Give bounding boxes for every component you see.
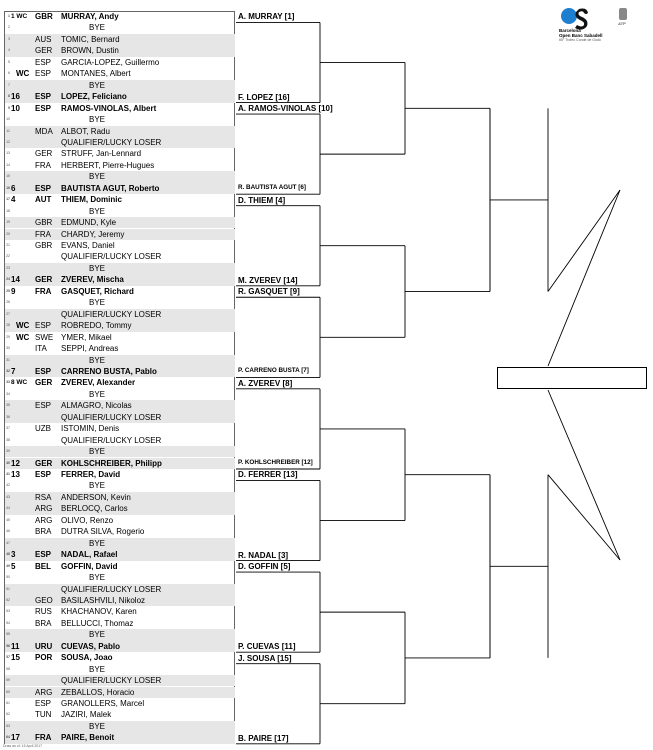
final-winner-box bbox=[497, 367, 647, 389]
draw-line-number: 7 bbox=[8, 82, 10, 87]
draw-line-number: 15 bbox=[6, 174, 10, 179]
country-code: MDA bbox=[35, 126, 53, 136]
second-round-winner: A. RAMOS-VINOLAS [10] bbox=[238, 104, 333, 114]
country-code: ARG bbox=[35, 504, 53, 514]
second-round-winner: P. CUEVAS [11] bbox=[238, 642, 296, 652]
country-code: AUS bbox=[35, 34, 52, 44]
second-round-winner: P. CARRENO BUSTA [7] bbox=[238, 367, 309, 375]
player-name: BASILASHVILI, Nikoloz bbox=[61, 595, 146, 605]
player-name: BELLUCCI, Thomaz bbox=[61, 618, 134, 628]
player-name: BERLOCQ, Carlos bbox=[61, 504, 128, 514]
draw-line-number: 53 bbox=[6, 609, 10, 614]
final-connector bbox=[548, 475, 620, 560]
draw-line-number: 10 bbox=[6, 117, 10, 122]
country-code: ESP bbox=[35, 401, 52, 411]
player-name: BYE bbox=[89, 447, 106, 457]
second-round-winner: D. FERRER [13] bbox=[238, 470, 298, 480]
country-code: FRA bbox=[35, 733, 52, 743]
draw-line-number: 38 bbox=[6, 437, 10, 442]
country-code: AUT bbox=[35, 195, 52, 205]
player-name: GASQUET, Richard bbox=[61, 286, 134, 296]
draw-line-number: 17 bbox=[6, 197, 10, 202]
player-name: DUTRA SILVA, Rogerio bbox=[61, 527, 145, 537]
draw-line-number: 57 bbox=[6, 655, 10, 660]
draw-line-number: 24 bbox=[6, 277, 10, 282]
country-code: ARG bbox=[35, 515, 53, 525]
draw-line-number: 43 bbox=[6, 494, 10, 499]
draw-line-number: 64 bbox=[6, 735, 10, 740]
country-code: GER bbox=[35, 149, 53, 159]
player-name: EDMUND, Kyle bbox=[61, 218, 117, 228]
country-code: GER bbox=[35, 458, 53, 468]
player-name: OLIVO, Renzo bbox=[61, 515, 114, 525]
draw-line-number: 35 bbox=[6, 403, 10, 408]
tournament-name-1: Barcelona bbox=[559, 28, 581, 33]
player-name: MONTANES, Albert bbox=[61, 69, 131, 79]
draw-line-number: 45 bbox=[6, 517, 10, 522]
seed-label: 4 bbox=[11, 195, 16, 205]
seed-label: 10 bbox=[11, 103, 20, 113]
country-code: RSA bbox=[35, 492, 52, 502]
draw-line-number: 42 bbox=[6, 483, 10, 488]
player-name: ZEBALLOS, Horacio bbox=[61, 687, 135, 697]
tournament-logo bbox=[559, 6, 629, 42]
draw-line-number: 11 bbox=[6, 128, 10, 133]
player-name: QUALIFIER/LUCKY LOSER bbox=[61, 412, 162, 422]
draw-line-number: 44 bbox=[6, 506, 10, 511]
draw-line-number: 59 bbox=[6, 678, 10, 683]
country-code: ARG bbox=[35, 687, 53, 697]
player-name: QUALIFIER/LUCKY LOSER bbox=[61, 435, 162, 445]
draw-line-number: 33 bbox=[6, 380, 10, 385]
player-name: ZVEREV, Alexander bbox=[61, 378, 136, 388]
country-code: POR bbox=[35, 653, 53, 663]
player-name: LOPEZ, Feliciano bbox=[61, 92, 127, 102]
country-code: TUN bbox=[35, 710, 52, 720]
second-round-winner: A. MURRAY [1] bbox=[238, 12, 295, 22]
second-round-winner: D. THIEM [4] bbox=[238, 195, 286, 205]
player-name: BYE bbox=[89, 538, 106, 548]
country-code: FRA bbox=[35, 229, 51, 239]
player-name: ALBOT, Radu bbox=[61, 126, 110, 136]
seed-label: 5 bbox=[11, 561, 16, 571]
player-name: PAIRE, Benoit bbox=[61, 733, 115, 743]
seed-label: 17 bbox=[11, 733, 20, 743]
draw-line-number: 41 bbox=[6, 472, 10, 476]
draw-line-number: 30 bbox=[6, 346, 10, 351]
seed-label: 3 bbox=[11, 550, 16, 560]
draw-line-number: 20 bbox=[6, 231, 10, 236]
country-code: ESP bbox=[35, 366, 52, 376]
player-name: ZVEREV, Mischa bbox=[61, 275, 124, 285]
seed-label: WC bbox=[16, 321, 30, 331]
draw-line-number: 55 bbox=[6, 632, 10, 637]
draw-line-number: 39 bbox=[6, 449, 10, 454]
player-name: ISTOMIN, Denis bbox=[61, 424, 120, 434]
player-name: NADAL, Rafael bbox=[61, 550, 118, 560]
player-name: ALMAGRO, Nicolas bbox=[61, 401, 132, 411]
player-name: KOHLSCHREIBER, Philipp bbox=[61, 458, 162, 468]
draw-line-number: 60 bbox=[6, 689, 10, 694]
player-name: BYE bbox=[89, 298, 106, 308]
country-code: ESP bbox=[35, 69, 52, 79]
player-name: BYE bbox=[89, 206, 106, 216]
player-name: FERRER, David bbox=[61, 470, 121, 479]
draw-line-number: 32 bbox=[6, 368, 10, 373]
second-round-winner: D. GOFFIN [5] bbox=[238, 562, 291, 572]
player-name: SOUSA, Joao bbox=[61, 653, 113, 663]
country-code: ESP bbox=[35, 57, 52, 67]
player-name: BYE bbox=[89, 573, 106, 583]
player-name: CHARDY, Jeremy bbox=[61, 229, 125, 239]
draw-line-number: 2 bbox=[8, 25, 10, 30]
country-code: GER bbox=[35, 275, 53, 285]
draw-line-number: 31 bbox=[6, 357, 10, 362]
draw-line-number: 8 bbox=[8, 94, 10, 99]
player-name: BYE bbox=[89, 355, 106, 365]
atp-icon bbox=[619, 8, 627, 20]
country-code: UZB bbox=[35, 424, 51, 434]
player-name: BYE bbox=[89, 664, 106, 674]
final-connector bbox=[548, 190, 620, 292]
draw-line-number: 16 bbox=[6, 185, 10, 190]
draw-line-number: 5 bbox=[8, 59, 10, 64]
player-name: ANDERSON, Kevin bbox=[61, 492, 131, 502]
second-round-winner: P. KOHLSCHREIBER [12] bbox=[238, 459, 313, 466]
player-name: SEPPI, Andreas bbox=[61, 344, 119, 354]
seed-label: 6 bbox=[11, 183, 16, 193]
second-round-winner: R. NADAL [3] bbox=[238, 550, 289, 560]
player-name: QUALIFIER/LUCKY LOSER bbox=[61, 309, 162, 319]
draw-line-number: 37 bbox=[6, 426, 10, 431]
player-name: BYE bbox=[89, 80, 106, 90]
seed-label: 1 WC bbox=[11, 13, 28, 20]
draw-line-number: 29 bbox=[6, 334, 10, 339]
country-code: ITA bbox=[35, 344, 47, 354]
player-name: BYE bbox=[89, 721, 106, 731]
second-round-winner: R. BAUTISTA AGUT [6] bbox=[238, 184, 306, 192]
seed-label: 7 bbox=[11, 366, 16, 376]
draw-line-number: 54 bbox=[6, 620, 10, 625]
country-code: RUS bbox=[35, 607, 52, 617]
tournament-name-3: 65° Trofeo Conde de Godó bbox=[559, 38, 601, 42]
country-code: FRA bbox=[35, 160, 51, 170]
player-name: YMER, Mikael bbox=[61, 332, 112, 342]
final-connector bbox=[548, 390, 620, 560]
player-name: BYE bbox=[89, 263, 106, 273]
player-name: EVANS, Daniel bbox=[61, 241, 115, 250]
player-name: CUEVAS, Pablo bbox=[61, 641, 120, 651]
draw-line-number: 49 bbox=[6, 563, 10, 568]
atp-label: ATP bbox=[618, 21, 626, 26]
player-name: TOMIC, Bernard bbox=[61, 34, 120, 44]
footer-note: Draw as of: 15 April 2017 bbox=[3, 744, 43, 748]
second-round-winner: B. PAIRE [17] bbox=[238, 733, 289, 743]
country-code: GBR bbox=[35, 218, 53, 228]
second-round-winner: R. GASQUET [9] bbox=[238, 287, 300, 297]
country-code: BRA bbox=[35, 527, 52, 537]
player-name: RAMOS-VINOLAS, Albert bbox=[61, 103, 157, 113]
player-name: GRANOLLERS, Marcel bbox=[61, 699, 145, 708]
draw-line-number: 19 bbox=[6, 220, 10, 225]
draw-line-number: 4 bbox=[8, 48, 10, 53]
country-code: ESP bbox=[35, 550, 52, 560]
country-code: ESP bbox=[35, 699, 52, 708]
draw-line-number: 14 bbox=[6, 162, 10, 167]
country-code: GBR bbox=[35, 12, 53, 21]
draw-line-number: 13 bbox=[6, 151, 10, 156]
player-name: BYE bbox=[89, 115, 106, 125]
draw-line-number: 26 bbox=[6, 300, 10, 305]
player-name: KHACHANOV, Karen bbox=[61, 607, 137, 617]
country-code: GEO bbox=[35, 595, 53, 605]
draw-line-number: 34 bbox=[6, 391, 10, 396]
draw-line-number: 9 bbox=[8, 105, 10, 110]
draw-line-number: 22 bbox=[6, 254, 10, 259]
seed-label: 12 bbox=[11, 458, 20, 468]
draw-line-number: 52 bbox=[6, 597, 10, 602]
player-name: QUALIFIER/LUCKY LOSER bbox=[61, 584, 162, 594]
country-code: ESP bbox=[35, 321, 52, 331]
second-round-winner: F. LOPEZ [16] bbox=[238, 92, 290, 102]
player-name: STRUFF, Jan-Lennard bbox=[61, 149, 142, 159]
draw-line-number: 50 bbox=[6, 575, 10, 580]
draw-line-number: 46 bbox=[6, 529, 10, 534]
seed-label: 8 WC bbox=[11, 379, 28, 387]
country-code: GER bbox=[35, 46, 53, 56]
draw-line-number: 18 bbox=[6, 208, 10, 213]
player-name: GOFFIN, David bbox=[61, 561, 118, 571]
draw-line-number: 6 bbox=[8, 71, 10, 76]
draw-line-number: 47 bbox=[6, 540, 10, 545]
draw-line-number: 21 bbox=[6, 243, 10, 247]
seed-label: WC bbox=[16, 332, 30, 342]
country-code: BRA bbox=[35, 618, 52, 628]
country-code: ESP bbox=[35, 183, 52, 193]
draw-line-number: 25 bbox=[6, 288, 10, 293]
country-code: GBR bbox=[35, 241, 53, 250]
draw-line-number: 3 bbox=[8, 36, 10, 41]
draw-line-number: 40 bbox=[6, 460, 10, 465]
player-name: BYE bbox=[89, 630, 106, 640]
seed-label: 13 bbox=[11, 470, 20, 479]
player-name: HERBERT, Pierre-Hugues bbox=[61, 160, 155, 170]
country-code: ESP bbox=[35, 103, 52, 113]
player-name: MURRAY, Andy bbox=[61, 12, 119, 21]
player-name: BYE bbox=[89, 23, 106, 33]
tournament-name-2: Open Banc Sabadell bbox=[559, 33, 603, 38]
draw-line-number: 1 bbox=[8, 14, 10, 18]
player-name: QUALIFIER/LUCKY LOSER bbox=[61, 676, 162, 686]
draw-line-number: 56 bbox=[6, 643, 10, 648]
player-name: JAZIRI, Malek bbox=[61, 710, 112, 720]
player-name: QUALIFIER/LUCKY LOSER bbox=[61, 137, 162, 147]
player-name: CARRENO BUSTA, Pablo bbox=[61, 366, 157, 376]
country-code: ESP bbox=[35, 470, 52, 479]
second-round-winner: A. ZVEREV [8] bbox=[238, 378, 293, 388]
draw-line-number: 12 bbox=[6, 139, 10, 144]
draw-line-number: 58 bbox=[6, 666, 10, 671]
draw-line-number: 27 bbox=[6, 311, 10, 316]
draw-line-number: 23 bbox=[6, 265, 10, 270]
player-name: BROWN, Dustin bbox=[61, 46, 119, 56]
player-name: ROBREDO, Tommy bbox=[61, 321, 132, 331]
country-code: FRA bbox=[35, 286, 52, 296]
country-code: GER bbox=[35, 378, 53, 388]
seed-label: 16 bbox=[11, 92, 20, 102]
draw-line-number: 48 bbox=[6, 552, 10, 557]
player-name: QUALIFIER/LUCKY LOSER bbox=[61, 252, 162, 262]
country-code: SWE bbox=[35, 332, 54, 342]
country-code: BEL bbox=[35, 561, 51, 571]
second-round-winner: J. SOUSA [15] bbox=[238, 653, 292, 663]
second-round-winner: M. ZVEREV [14] bbox=[238, 275, 298, 285]
draw-line-number: 36 bbox=[6, 414, 10, 419]
seed-label: 11 bbox=[11, 641, 20, 651]
draw-line-number: 51 bbox=[6, 586, 10, 591]
player-name: THIEM, Dominic bbox=[61, 195, 122, 205]
seed-label: 14 bbox=[11, 275, 20, 285]
player-name: BAUTISTA AGUT, Roberto bbox=[61, 183, 160, 193]
country-code: URU bbox=[35, 641, 53, 651]
draw-line-number: 28 bbox=[6, 323, 10, 328]
player-name: BYE bbox=[89, 389, 106, 399]
player-name: BYE bbox=[89, 172, 106, 182]
final-connector bbox=[548, 190, 620, 366]
seed-label: 15 bbox=[11, 653, 20, 663]
player-name: BYE bbox=[89, 481, 106, 491]
draw-line-number: 61 bbox=[6, 701, 10, 705]
draw-line-number: 63 bbox=[6, 723, 10, 728]
player-name: GARCIA-LOPEZ, Guillermo bbox=[61, 57, 160, 67]
seed-label: WC bbox=[16, 69, 30, 79]
seed-label: 9 bbox=[11, 286, 16, 296]
country-code: ESP bbox=[35, 92, 52, 102]
draw-line-number: 62 bbox=[6, 712, 10, 717]
